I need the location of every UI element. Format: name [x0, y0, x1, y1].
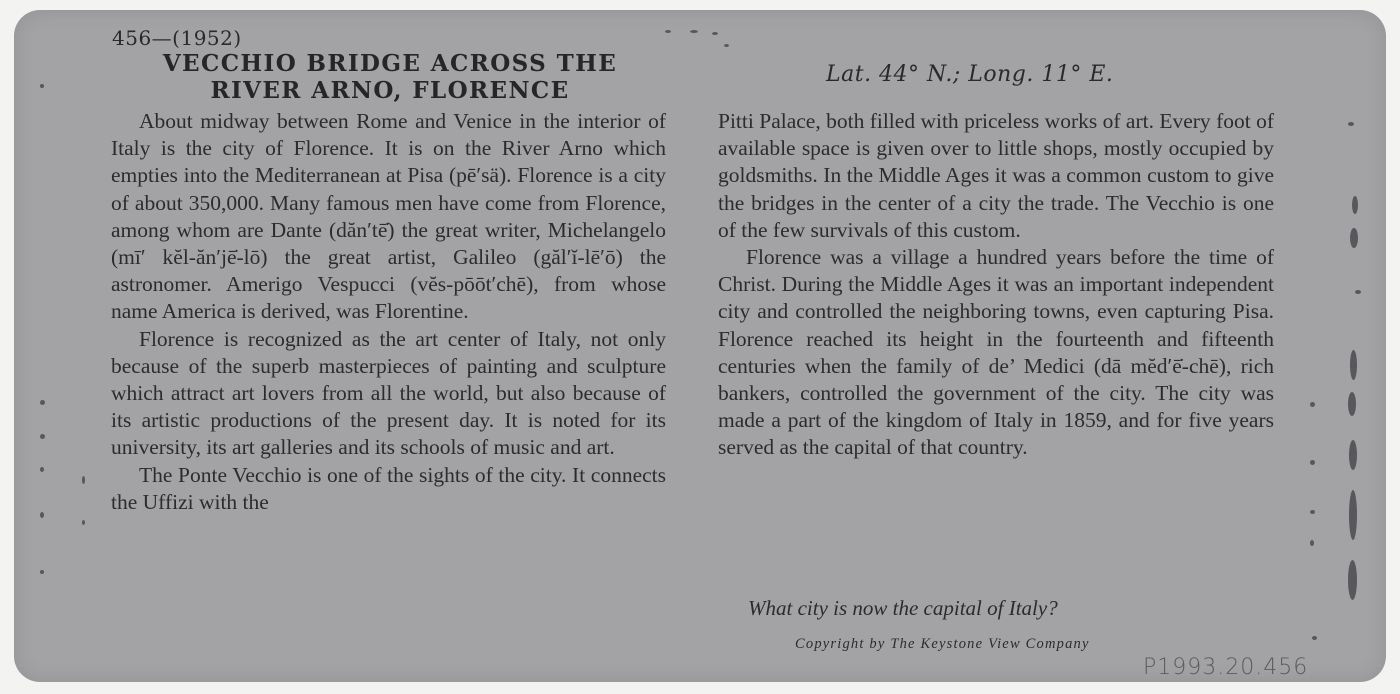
- speck: [1310, 460, 1315, 465]
- speck: [1310, 402, 1315, 407]
- speck: [1350, 228, 1358, 248]
- paragraph: Pitti Palace, both filled with priceless works of art. Every foot of available space is given over to little shops, mostly occupied by goldsmiths. In the Middle Ages it was a common custom to give the bridges in the center of a city the trade. The Vecchio is one of the few survivals of this custom.: [718, 109, 1274, 242]
- left-text-column: [111, 108, 666, 516]
- document-id: 456—(1952): [112, 26, 242, 50]
- copyright-notice: Copyright by The Keystone View Company: [795, 636, 1090, 652]
- paragraph: The Ponte Vecchio is one of the sights of the city. It connects the Uffizi with the: [111, 462, 666, 514]
- paragraph: Florence is recognized as the art center of Italy, not only because of the superb masterpieces of painting and sculpture which attract art lovers from all the world, but also because of its artistic productions of the present day. It is noted for its university, its art galleries and its schools of music and art.: [111, 326, 666, 460]
- speck: [1310, 540, 1314, 546]
- speck: [1349, 490, 1357, 540]
- speck: [1352, 196, 1358, 214]
- speck: [712, 32, 718, 35]
- speck: [665, 30, 671, 33]
- speck: [690, 30, 698, 33]
- speck: [724, 44, 729, 47]
- speck: [1355, 290, 1361, 294]
- speck: [40, 512, 44, 518]
- speck: [40, 84, 44, 88]
- coordinates: Lat. 44° N.; Long. 11° E.: [826, 62, 1114, 87]
- speck: [40, 467, 44, 472]
- title-line-2: RIVER ARNO, FLORENCE: [210, 77, 570, 104]
- speck: [1350, 350, 1357, 380]
- page-title: [130, 50, 650, 104]
- speck: [1348, 392, 1356, 416]
- speck: [1348, 122, 1354, 126]
- title-line-1: VECCHIO BRIDGE ACROSS THE: [162, 50, 618, 77]
- review-question: What city is now the capital of Italy?: [748, 596, 1058, 620]
- speck: [1312, 636, 1317, 640]
- speck: [40, 434, 45, 439]
- speck: [40, 570, 44, 574]
- speck: [1310, 510, 1315, 514]
- right-text-column: [718, 108, 1274, 462]
- speck: [40, 400, 45, 405]
- accession-number: P1993.20.456: [1143, 655, 1309, 680]
- speck: [1348, 560, 1357, 600]
- speck: [82, 520, 85, 525]
- speck: [1349, 440, 1357, 470]
- paragraph: About midway between Rome and Venice in the interior of Italy is the city of Florence. It is on the River Arno which empties into the Mediterranean at Pisa (pē′sä). Florence is a city of about 350,000. Many famous men have come from Florence, among whom are Dante (dăn′tē̇) the great writer, Michelangelo (mī′ kĕl-ăn′jē̇-lō) the great artist, Galileo (găl′ĭ-lē′ō) the astronomer. Amerigo Vespucci (vĕs-pōōt′chē), from whose name America is derived, was Florentine.: [111, 109, 666, 324]
- paragraph: Florence was a village a hundred years before the time of Christ. During the Middle Ages it was an important independent city and controlled the neighboring towns, even capturing Pisa. Florence reached its height in the fourteenth and fifteenth centuries when the family of de’ Medici (dā mĕd′ē̇-chē), rich bankers, controlled the government of the city. The city was made a part of the kingdom of Italy in 1859, and for five years served as the capital of that country.: [718, 245, 1274, 460]
- speck: [82, 476, 85, 484]
